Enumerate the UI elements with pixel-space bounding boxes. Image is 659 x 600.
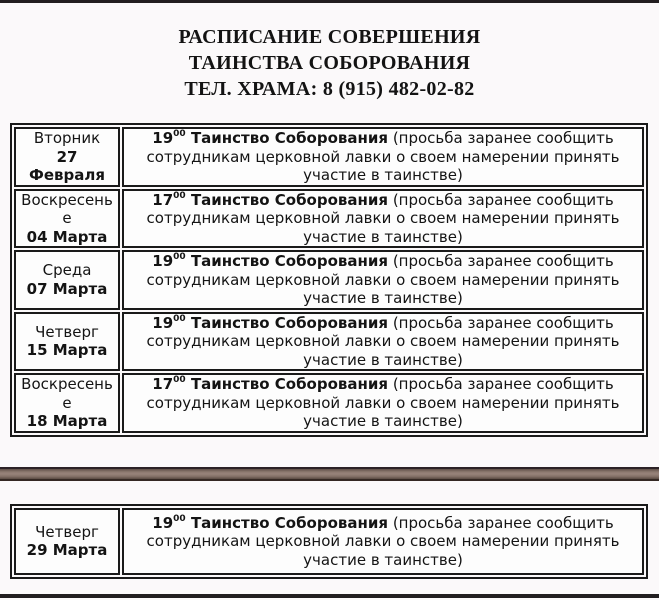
event-time-title [152,129,388,147]
event-time-title [152,252,388,270]
event-time-title [152,375,388,393]
day-name: Вторник [33,129,101,147]
day-date: 27 Февраля [28,147,106,184]
event-note: (просьба заранее сообщить сотрудникам церковной лавки о своем намерении принять участие в таинстве) [146,190,620,246]
page-title-line2: ТАИНСТВА СОБОРОВАНИЯ [188,52,471,74]
event-minutes: 00 [173,129,186,140]
event-time-title [152,191,388,209]
event-note: (просьба заранее сообщить сотрудникам церковной лавки о своем намерении принять участие в таинстве) [146,129,620,184]
event-minutes: 00 [173,190,186,201]
event-hour: 17 [152,375,174,393]
event-note: (просьба заранее сообщить сотрудникам церковной лавки о своем намерении принять участие в таинстве) [146,313,620,369]
day-name: Воскресенье [21,190,113,227]
event-minutes: 00 [173,313,186,324]
date-cell [14,127,120,187]
date-cell [14,508,120,576]
event-hour: 19 [152,513,174,532]
day-date: 04 Марта [26,227,108,246]
schedule-row [14,312,644,372]
day-name: Среда [42,261,92,280]
event-cell [122,508,644,576]
day-date: 07 Марта [26,279,108,298]
event-hour: 19 [152,129,174,147]
event-title: Таинство Соборования [190,513,389,532]
schedule-row [14,508,644,576]
schedule-row [14,127,644,187]
day-date: 29 Марта [26,541,108,560]
date-cell [14,312,120,372]
day-name: Четверг [35,522,99,541]
day-name: Воскресенье [21,375,113,412]
event-hour: 19 [152,313,174,332]
event-title: Таинство Соборования [190,313,389,332]
event-cell [122,373,644,433]
event-hour: 19 [152,252,174,270]
schedule-table-additional [10,504,648,580]
church-phone: ТЕЛ. ХРАМА: 8 (915) 482-02-82 [184,78,475,100]
event-minutes: 00 [173,513,186,524]
event-minutes: 00 [173,252,186,263]
event-cell [122,189,644,249]
date-cell [14,189,120,249]
day-date: 15 Марта [26,341,108,360]
section-divider-bar [0,467,659,481]
event-time-title [152,514,388,532]
event-title: Таинство Соборования [190,375,389,393]
event-note: (просьба заранее сообщить сотрудникам церковной лавки о своем намерении принять участие в таинстве) [146,375,620,430]
day-name: Четверг [35,322,99,341]
schedule-table-main [10,123,648,437]
event-time-title [152,314,388,332]
event-note: (просьба заранее сообщить сотрудникам церковной лавки о своем намерении принять участие в таинстве) [146,252,620,307]
event-title: Таинство Соборования [190,190,389,209]
schedule-row [14,373,644,433]
page-title-line1: РАСПИСАНИЕ СОВЕРШЕНИЯ [178,26,481,48]
event-title: Таинство Соборования [190,129,389,147]
event-cell [122,250,644,310]
event-cell [122,127,644,187]
event-title: Таинство Соборования [190,252,389,270]
header [0,0,659,102]
event-hour: 17 [152,190,174,209]
day-date: 18 Марта [26,412,108,430]
top-border-line [0,0,659,3]
schedule-row [14,250,644,310]
schedule-row [14,189,644,249]
date-cell [14,250,120,310]
event-cell [122,312,644,372]
date-cell [14,373,120,433]
event-note: (просьба заранее сообщить сотрудникам церковной лавки о своем намерении принять участие в таинстве) [146,513,620,569]
bottom-border-line [0,594,659,598]
event-minutes: 00 [173,375,186,386]
